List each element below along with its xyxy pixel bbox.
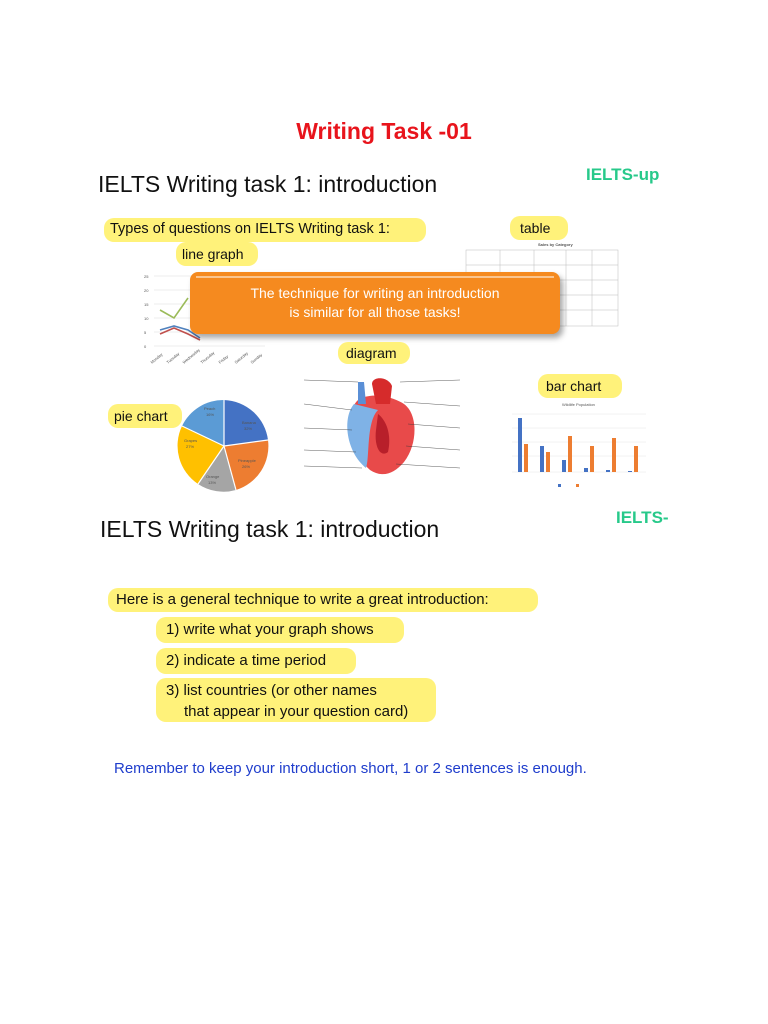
label-diagram: diagram bbox=[346, 345, 397, 361]
svg-text:Saturday: Saturday bbox=[233, 350, 249, 365]
pie-label-banana: Banana bbox=[242, 420, 256, 425]
svg-text:25: 25 bbox=[144, 274, 149, 279]
pie-chart-thumbnail bbox=[174, 396, 274, 496]
callout-banner bbox=[190, 272, 560, 334]
label-line-graph: line graph bbox=[182, 246, 244, 262]
pie-pct-grapes: 27% bbox=[186, 444, 195, 449]
step-3-line-1: 3) list countries (or other names bbox=[166, 682, 377, 699]
slide-general-technique bbox=[90, 502, 678, 790]
brand-logo-text: IELTS- bbox=[616, 508, 669, 527]
pie-label-peach: Peach bbox=[204, 406, 216, 411]
intro-text: Here is a general technique to write a great introduction: bbox=[116, 591, 489, 608]
bar-chart-thumbnail bbox=[500, 400, 650, 492]
svg-text:5: 5 bbox=[144, 330, 147, 335]
svg-text:Monday: Monday bbox=[149, 351, 164, 365]
svg-text:Sunday: Sunday bbox=[249, 352, 264, 365]
pie-label-pineapple: Pineapple bbox=[238, 458, 256, 463]
label-table: table bbox=[520, 220, 551, 236]
svg-text:15: 15 bbox=[144, 302, 149, 307]
pie-pct-banana: 32% bbox=[244, 426, 253, 431]
label-pie-chart: pie chart bbox=[114, 408, 168, 424]
label-bar-chart: bar chart bbox=[546, 378, 602, 394]
table-thumb-title: Sales by Category bbox=[538, 242, 573, 247]
brand-logo-text: IELTS-up bbox=[586, 165, 660, 184]
reminder-text: Remember to keep your introduction short, 1 or 2 sentences is enough. bbox=[114, 760, 587, 777]
pie-label-orange: Orange bbox=[206, 474, 220, 479]
types-heading: Types of questions on IELTS Writing task 1: bbox=[110, 221, 390, 237]
step-2: 2) indicate a time period bbox=[166, 652, 327, 669]
pie-label-grapes: Grapes bbox=[184, 438, 198, 443]
pie-pct-orange: 13% bbox=[208, 480, 217, 485]
slide-heading: IELTS Writing task 1: introduction bbox=[100, 516, 440, 542]
svg-text:0: 0 bbox=[144, 344, 147, 349]
step-1: 1) write what your graph shows bbox=[166, 621, 374, 638]
document-title: Writing Task -01 bbox=[296, 118, 472, 144]
bar-thumb-title: Wildlife Population bbox=[562, 402, 595, 407]
svg-text:Friday: Friday bbox=[217, 353, 230, 365]
callout-line-1: The technique for writing an introduction bbox=[250, 285, 500, 301]
heart-diagram-thumbnail bbox=[296, 370, 466, 485]
slide-types-of-questions bbox=[90, 158, 678, 500]
svg-text:Thursday: Thursday bbox=[199, 350, 216, 365]
svg-text:20: 20 bbox=[144, 288, 149, 293]
pie-pct-peach: 16% bbox=[206, 412, 215, 417]
pie-pct-pineapple: 26% bbox=[242, 464, 251, 469]
slide-heading: IELTS Writing task 1: introduction bbox=[98, 171, 438, 197]
svg-text:Tuesday: Tuesday bbox=[165, 351, 181, 365]
step-3-line-2: that appear in your question card) bbox=[184, 703, 409, 720]
svg-text:10: 10 bbox=[144, 316, 149, 321]
callout-line-2: is similar for all those tasks! bbox=[289, 304, 461, 320]
svg-text:Wednesday: Wednesday bbox=[181, 347, 201, 365]
